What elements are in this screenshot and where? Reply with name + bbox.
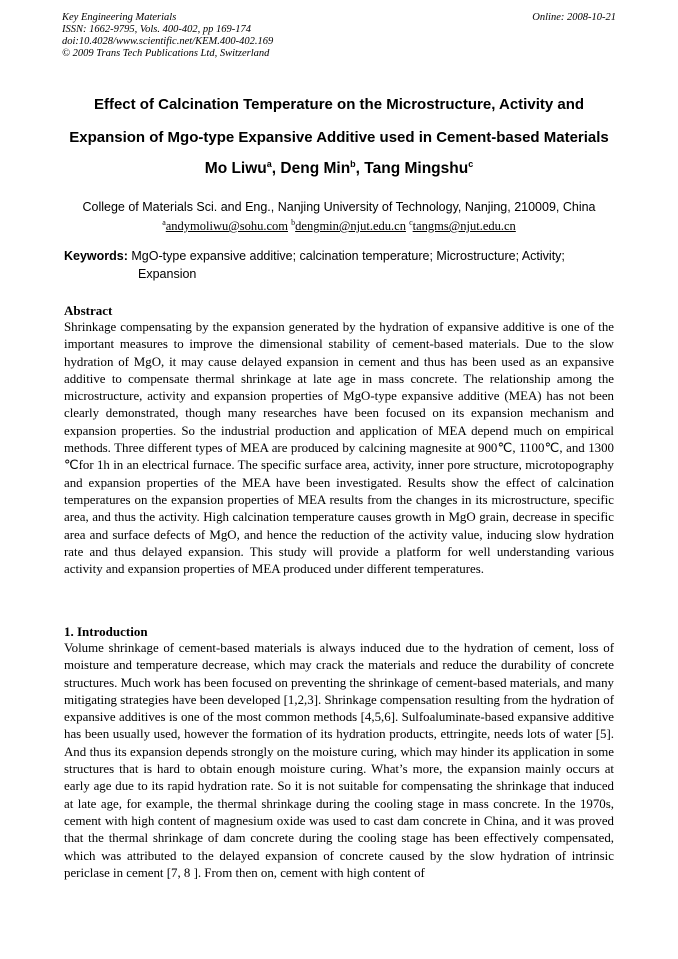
keywords-block [64,247,617,283]
paper-title [40,88,638,154]
introduction-heading: 1. Introduction [64,624,148,639]
keywords-line-1: MgO-type expansive additive; calcination temperature; Microstructure; Activity; [131,249,565,263]
affiliation: College of Materials Sci. and Eng., Nanjing University of Technology, Nanjing, 210009, China [82,200,596,214]
author-list: Mo Liwu$^a$, Deng Min$^b$, Tang Mingshu$^c$ [204,159,474,178]
author-name: Tang Mingshu [364,160,469,178]
doi-line: doi:10.4028/www.scientific.net/KEM.400-402.169 [62,36,274,47]
keywords-label: Keywords: [64,249,128,263]
email-superscript: b [291,218,296,227]
introduction-text: Volume shrinkage of cement-based materials is always induced due to the hydration of cement, loss of moisture and temperature decrease, which may crack the materials and reduce the durability of concrete structures. Much work has been focused on preventing the shrinkage of cement-based materials, and many mitigating strategies have been developed [1,2,3]. Shrinkage compensation resulting from the hydration of expansive additives is one of the most common methods [4,5,6]. Sulfoaluminate-based expansive additive has been usually used, however the formation of its hydration products, ettringite, needs lots of water [5]. And thus its expansion depends strongly on the moisture curing, which may hinder its application in some structures that is hard to obtain enough moisture curing. What’s more, the expansion mainly occurs at early age due to its rapid hydration rate. So it is not suitable for compensating the shrinkage that induced at late age, for example, the thermal shrinkage during the cooling stage in mass concrete. In the 1970s, cement with high content of magnesium oxide was used to cast dam concrete in China, and it was proved that the thermal shrinkage of dam concrete during the cooling stage has been effectively compensated, which was attributed to the delayed expansion of concrete caused by the slow hydration of intrinsic periclase in cement [7, 8 ]. From then on, cement with high content of [64,641,614,880]
author-name: Mo Liwu [204,160,267,178]
email-link[interactable]: dengmin@njut.edu.cn [295,219,406,234]
email-link[interactable]: tangms@njut.edu.cn [412,219,516,234]
online-date: Online: 2008-10-21 [532,12,616,23]
issn-line: ISSN: 1662-9795, Vols. 400-402, pp 169-174 [62,24,251,35]
author-superscript: b [350,159,356,169]
email-superscript: c [409,218,413,227]
journal-header [62,12,616,60]
abstract-text: Shrinkage compensating by the expansion generated by the hydration of expansive additive is one of the important measures to improve the dimensional stability of cement-based materials. Due to the slow hydration of MgO, it may cause delayed expansion in cement and thus has been used as an expansive additive to compensate thermal shrinkage at late age in mass concrete. The relationship among the microstructure, activity and expansion properties of MgO-type expansive additive (MEA) has not been clearly demonstrated, though many researches have been focused on its expansion mechanism and expansion properties. So the industrial production and application of MEA depend much on empirical methods. Three different types of MEA are produced by calcining magnesite at 900℃, 1100℃, and 1300 ℃for 1h in an electrical furnace. The specific surface area, activity, inner pore structure, microtopography and expansion properties of the MEA have been investigated. Results show the effect of calcination temperatures on the expansion properties of MEA results from the changes in its microstructure, specific area, and thus the activity. High calcination temperature causes growth in MgO grain, decrease in specific area and surface defects of MgO, and hence the reduction of the activity value, inducing slow hydration rate and thus delayed expansion. This study will provide a platform for well understanding various activity and expansion properties of MEA produced under different temperatures. [64,320,614,577]
email-list [40,216,638,233]
email-link[interactable]: andymoliwu@sohu.com [165,219,289,234]
author-name: Deng Min [280,160,351,178]
author-superscript: a [266,159,272,169]
copyright-line: © 2009 Trans Tech Publications Ltd, Switzerland [62,48,270,59]
keywords-line-2: Expansion [138,267,197,281]
author-superscript: c [468,159,474,169]
email-superscript: a [162,218,166,227]
title-line-1: Effect of Calcination Temperature on the Microstructure, Activity and [93,96,585,113]
journal-name: Key Engineering Materials [62,12,177,23]
title-line-2: Expansion of Mgo-type Expansive Additive used in Cement-based Materials [69,129,609,146]
abstract-heading: Abstract [64,303,113,318]
